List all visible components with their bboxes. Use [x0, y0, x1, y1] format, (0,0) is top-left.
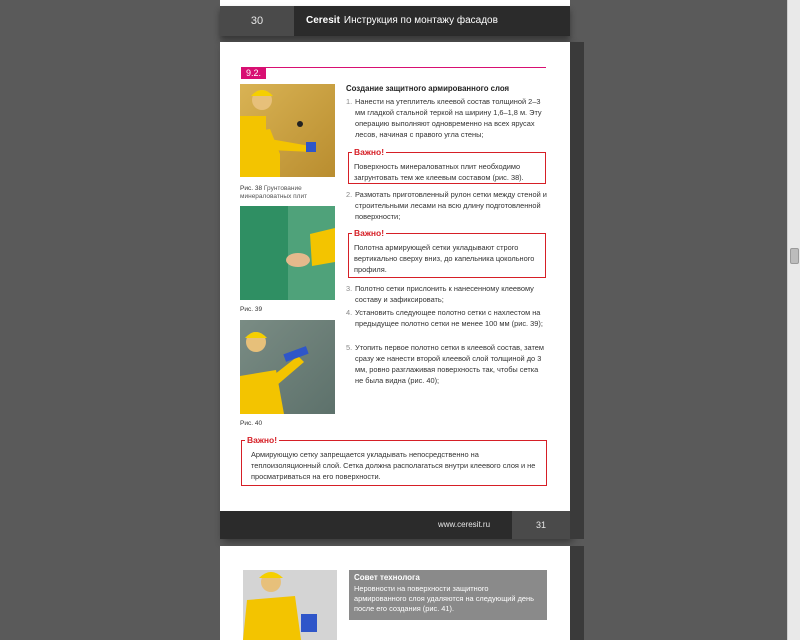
- step-text: Полотно сетки прислонить к нанесенному клеевому составу и зафиксировать;: [355, 284, 534, 304]
- section-number: 9.2.: [241, 68, 266, 79]
- page-30-number: 30: [220, 6, 294, 36]
- important-text: Армирующую сетку запрещается укладывать непосредственно на теплоизоляционный слой. Сетка должна располагаться внутри клеевого слоя и не просматриваться на его поверхности.: [251, 450, 536, 481]
- step-number: 2.: [346, 190, 353, 199]
- figure-39-caption: [240, 306, 262, 314]
- important-text: Полотна армирующей сетки укладывают строго вертикально сверху вниз, до капельника цокольного профиля.: [354, 243, 535, 274]
- figure-40-label: Рис. 40: [240, 420, 263, 427]
- tip-box: [349, 570, 547, 620]
- page-31-spine: [570, 42, 584, 539]
- vertical-scrollbar[interactable]: [787, 0, 800, 640]
- step-item: [346, 307, 548, 329]
- trowel-illustration: [240, 320, 335, 414]
- figure-39-photo: [240, 206, 335, 300]
- scrollbar-thumb[interactable]: [790, 248, 799, 264]
- important-label: Важно!: [354, 228, 385, 238]
- tip-text: Неровности на поверхности защитного армированного слоя удаляются на следующий день после его создания (рис. 41).: [354, 584, 534, 613]
- figure-41-photo: [243, 570, 337, 640]
- important-label: Важно!: [354, 147, 385, 157]
- page-30-footer: [220, 6, 570, 36]
- footer-url[interactable]: www.ceresit.ru: [438, 520, 491, 529]
- important-note: [348, 147, 546, 184]
- figure-40-photo: [240, 320, 335, 414]
- important-label: Важно!: [247, 435, 278, 445]
- mesh-illustration: [240, 206, 335, 300]
- step-item: [346, 96, 548, 140]
- page-32-fragment: [220, 546, 570, 640]
- step-text: Установить следующее полотно сетки с нахлестом на предыдущее полотно сетки не менее 100 мм (рис. 39);: [355, 308, 543, 328]
- step-item: [346, 342, 548, 386]
- figure-40-caption: [240, 420, 262, 428]
- page-30-header-title: [306, 6, 498, 36]
- page-30-fragment: [220, 0, 570, 36]
- step-item: [346, 189, 548, 222]
- important-note: [348, 228, 546, 278]
- figure-39-label: Рис. 39: [240, 306, 263, 313]
- section-rule: [241, 67, 546, 68]
- step-text: Утопить первое полотно сетки в клеевой состав, затем сразу же нанести второй клеевой слой толщиной до 3 мм, ровно разглаживая поверхность так, чтобы сетка не была видна (рис. 40);: [355, 343, 544, 385]
- figure-38-text: Грунтование минераловатных плит: [240, 185, 308, 200]
- section-heading: Создание защитного армированного слоя: [346, 84, 510, 93]
- figure-38-photo: [240, 84, 335, 177]
- document-title: Инструкция по монтажу фасадов: [343, 15, 498, 26]
- important-note-wide: [241, 435, 547, 486]
- important-text: Поверхность минераловатных плит необходимо загрунтовать тем же клеевым составом (рис. 38).: [354, 162, 524, 182]
- step-number: 4.: [346, 308, 353, 317]
- figure-38-caption: [240, 185, 320, 201]
- page-31-footer: [220, 511, 570, 539]
- brand-name: Ceresit: [306, 15, 340, 26]
- page-31: [220, 42, 570, 539]
- step-number: 1.: [346, 97, 353, 106]
- page-31-number: 31: [512, 511, 570, 539]
- step-text: Размотать приготовленный рулон сетки между стеной и строительными лесами на всю длину подготовленной поверхности;: [355, 190, 547, 221]
- step-number: 3.: [346, 284, 353, 293]
- worker-illustration: [243, 570, 337, 640]
- step-number: 5.: [346, 343, 353, 352]
- page-32-spine: [570, 546, 584, 640]
- step-item: [346, 283, 548, 305]
- figure-38-label: Рис. 38: [240, 185, 263, 192]
- tip-title: Совет технолога: [354, 573, 420, 582]
- step-text: Нанести на утеплитель клеевой состав толщиной 2–3 мм гладкой стальной теркой на ширину 1,6–1,8 м. Эту операцию выполняют одновременно на всех ярусах лесов, начиная с правого угла стены;: [355, 97, 542, 139]
- worker-illustration: [240, 84, 335, 177]
